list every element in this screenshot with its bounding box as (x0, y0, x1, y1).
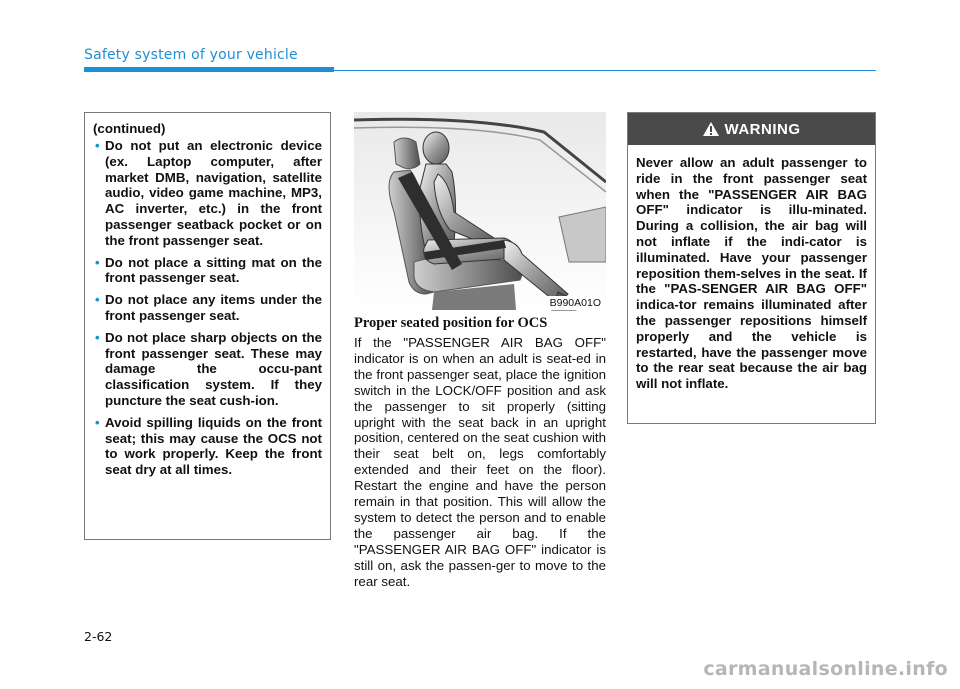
header-rule-thin (334, 70, 876, 71)
list-item (93, 292, 322, 324)
list-item (93, 330, 322, 409)
bullet-icon: • (95, 254, 100, 270)
warning-header (628, 113, 875, 145)
list-item-text: Avoid spilling liquids on the front seat; this may cause the OCS not to work properly. Keep the front seat dry at all times. (105, 414, 322, 478)
list-item-text: Do not place any items under the front passenger seat. (105, 292, 322, 323)
list-item (93, 255, 322, 287)
bullet-icon: • (95, 292, 100, 308)
list-item (93, 138, 322, 249)
passenger-seat-icon (354, 112, 606, 312)
list-item-text: Do not put an electronic device (ex. Laptop computer, after market DMB, navigation, satellite audio, video game machine, MP3, AC inverter, etc.) in the front passenger seatback pocket or on the front passenger seat. (105, 138, 322, 248)
figure-caption: Proper seated position for OCS (354, 315, 548, 331)
bullet-icon: • (95, 138, 100, 153)
list-item (93, 415, 322, 478)
warning-box (627, 112, 876, 424)
figure-code: B990A01O (547, 296, 604, 310)
list-item-text: Do not place sharp objects on the front passenger seat. These may damage the occu-pant classification system. If they puncture the seat cush-ion. (105, 329, 322, 408)
warning-text: Never allow an adult passenger to ride in the front passenger seat when the "PASSENGER AIR BAG OFF" indicator is illu-minated. During a collision, the air bag will not inflate if the indi-cator is illuminated. Have your passenger reposition them-selves in the seat. If the "PAS-SENGER AIR BAG OFF" indica-tor remains illuminated after the passenger repositions himself properly and the vehicle is restarted, have the passenger move to the rear seat because the air bag will not inflate. (636, 155, 867, 392)
caution-list (93, 138, 322, 478)
seated-position-illustration (354, 112, 606, 312)
watermark: carmanualsonline.info (703, 658, 948, 680)
list-item-text: Do not place a sitting mat on the front passenger seat. (105, 254, 322, 286)
header-rule-thick (84, 67, 334, 72)
section-title: Safety system of your vehicle (84, 47, 298, 63)
body-paragraph: If the "PASSENGER AIR BAG OFF" indicator is on when an adult is seat-ed in the front passenger seat, place the ignition switch in the LOCK/OFF position and ask the passenger to sit properly (sitting upright with the seat back in an upright position, centered on the seat cushion with their seat belt on, legs comfortably extended and their feet on the floor). Restart the engine and have the person remain in that position. This will allow the system to detect the person and to enable the passenger air bag. If the "PASSENGER AIR BAG OFF" indicator is still on, ask the passen-ger to move to the rear seat. (354, 335, 606, 589)
continued-label: (continued) (93, 121, 166, 136)
bullet-icon: • (95, 414, 100, 430)
continued-cautions-box (84, 112, 331, 540)
warning-triangle-icon (703, 122, 719, 136)
page-number: 2-62 (84, 629, 113, 644)
warning-title: WARNING (724, 120, 801, 138)
bullet-icon: • (95, 329, 100, 345)
